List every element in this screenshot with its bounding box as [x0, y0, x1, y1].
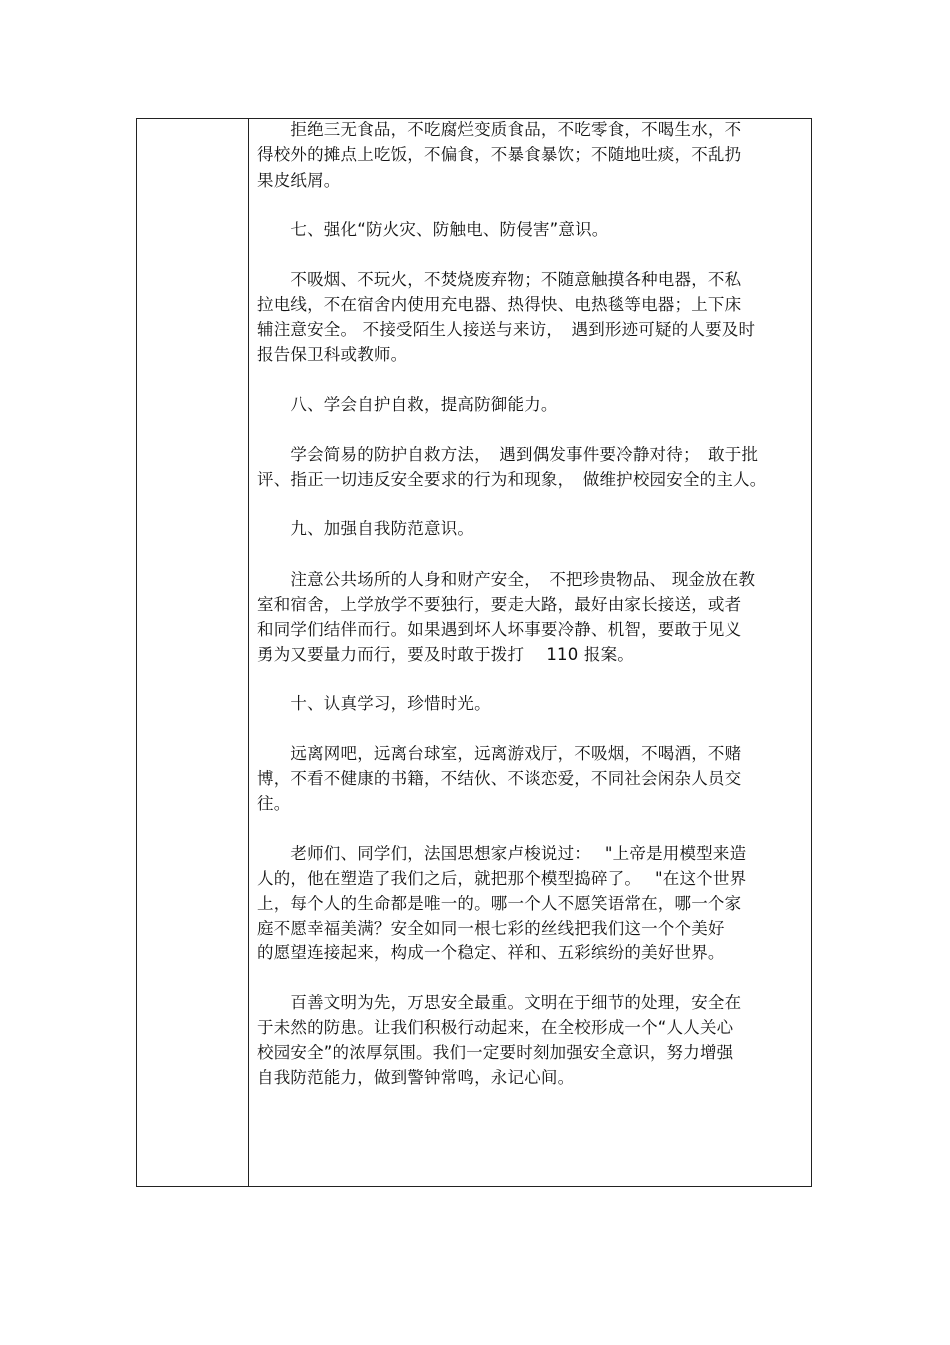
- text-line: 拒绝三无食品，不吃腐烂变质食品，不吃零食，不喝生水，不: [257, 120, 742, 139]
- text-line: 往。: [257, 794, 291, 813]
- text-line: 的愿望连接起来，构成一个稳定、祥和、五彩缤纷的美好世界。: [257, 943, 725, 962]
- text-line: 远离网吧，远离台球室，远离游戏厅，不吸烟，不喝酒，不赌: [257, 744, 742, 763]
- text-line: 百善文明为先，万思安全最重。文明在于细节的处理，安全在: [257, 993, 742, 1012]
- document-table: [136, 118, 812, 1187]
- text-line: 于未然的防患。让我们积极行动起来，在全校形成一个“人人关心: [257, 1018, 734, 1037]
- text-line: 报告保卫科或教师。: [257, 345, 408, 364]
- section-heading-8: 八、学会自护自救，提高防御能力。: [257, 395, 558, 414]
- table-left-cell: [137, 119, 249, 1186]
- text-line: 得校外的摊点上吃饭，不偏食，不暴食暴饮；不随地吐痰，不乱扔: [257, 145, 742, 164]
- text-line: 注意公共场所的人身和财产安全， 不把珍贵物品、 现金放在教: [257, 570, 756, 589]
- text-line: 庭不愿幸福美满？安全如同一根七彩的丝线把我们这一个个美好: [257, 919, 725, 938]
- text-line: 果皮纸屑。: [257, 171, 341, 190]
- text-line: 拉电线，不在宿舍内使用充电器、热得快、电热毯等电器；上下床: [257, 295, 742, 314]
- text-line: 学会简易的防护自救方法， 遇到偶发事件要冷静对待； 敢于批: [257, 445, 759, 464]
- text-line: 自我防范能力，做到警钟常鸣，永记心间。: [257, 1068, 575, 1087]
- text-line: 勇为又要量力而行，要及时敢于拨打 110 报案。: [257, 645, 634, 664]
- section-heading-9: 九、加强自我防范意识。: [257, 519, 475, 538]
- text-line: 博，不看不健康的书籍，不结伙、不谈恋爱，不同社会闲杂人员交: [257, 769, 742, 788]
- section-heading-7: 七、强化“防火灾、防触电、防侵害”意识。: [257, 220, 609, 239]
- text-line: 不吸烟、不玩火，不焚烧废弃物；不随意触摸各种电器，不私: [257, 270, 742, 289]
- text-line: 老师们、同学们，法国思想家卢梭说过： "上帝是用模型来造: [257, 844, 747, 863]
- text-line: 和同学们结伴而行。如果遇到坏人坏事要冷静、机智，要敢于见义: [257, 620, 742, 639]
- text-line: 人的，他在塑造了我们之后，就把那个模型捣碎了。 "在这个世界: [257, 869, 747, 888]
- text-line: 评、指正一切违反安全要求的行为和现象， 做维护校园安全的主人。: [257, 470, 767, 489]
- text-line: 室和宿舍，上学放学不要独行，要走大路，最好由家长接送，或者: [257, 595, 742, 614]
- section-heading-10: 十、认真学习，珍惜时光。: [257, 694, 491, 713]
- text-line: 辅注意安全。 不接受陌生人接送与来访， 遇到形迹可疑的人要及时: [257, 320, 756, 339]
- text-line: 上，每个人的生命都是唯一的。哪一个人不愿笑语常在，哪一个家: [257, 894, 742, 913]
- text-line: 校园安全”的浓厚氛围。我们一定要时刻加强安全意识，努力增强: [257, 1043, 734, 1062]
